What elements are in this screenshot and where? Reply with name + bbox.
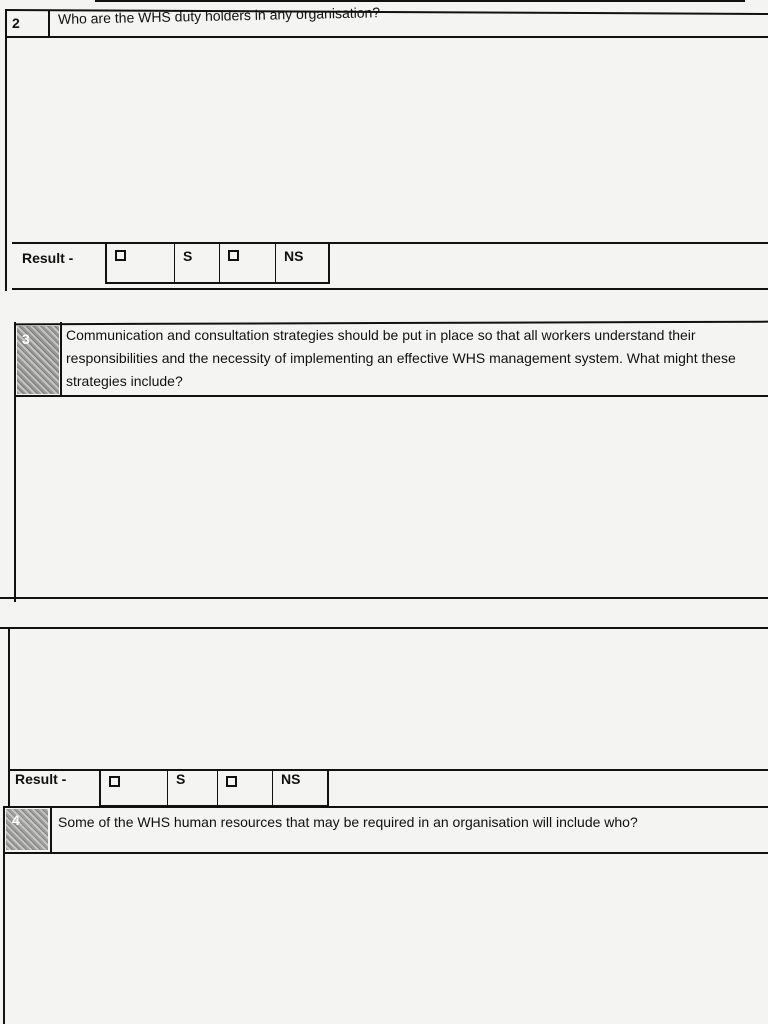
question-3-s-label: S <box>176 771 186 787</box>
question-2-s-label: S <box>183 248 193 264</box>
question-3-result-options <box>99 769 329 807</box>
question-4-answer-area[interactable] <box>6 856 766 1022</box>
question-2-result-options <box>105 242 330 284</box>
question-3-s-checkbox[interactable] <box>109 776 120 787</box>
question-2-number: 2 <box>12 15 20 31</box>
question-3-result-label: Result - <box>15 771 67 787</box>
question-4-text: Some of the WHS human resources that may be required in an organisation will include who? <box>58 814 638 830</box>
question-3-number: 3 <box>22 331 30 347</box>
question-3-text: Communication and consultation strategies should be put in place so that all workers understand their responsibilities and the necessity of implementing an effective WHS management system. What might these strategies include? <box>66 327 736 389</box>
question-3-ns-label: NS <box>281 771 301 787</box>
question-2-s-checkbox[interactable] <box>115 250 126 261</box>
question-2-ns-checkbox[interactable] <box>228 250 239 261</box>
question-2-answer-area[interactable] <box>8 40 766 240</box>
question-2-result-label: Result - <box>22 250 74 266</box>
question-3-ns-checkbox[interactable] <box>226 776 237 787</box>
question-2-ns-label: NS <box>284 248 304 264</box>
question-4-number: 4 <box>12 812 20 828</box>
question-3-answer-area-continued[interactable] <box>10 632 766 768</box>
question-3-answer-area[interactable] <box>16 398 766 594</box>
question-2-text: Who are the WHS duty holders in any organisation? <box>57 4 381 27</box>
